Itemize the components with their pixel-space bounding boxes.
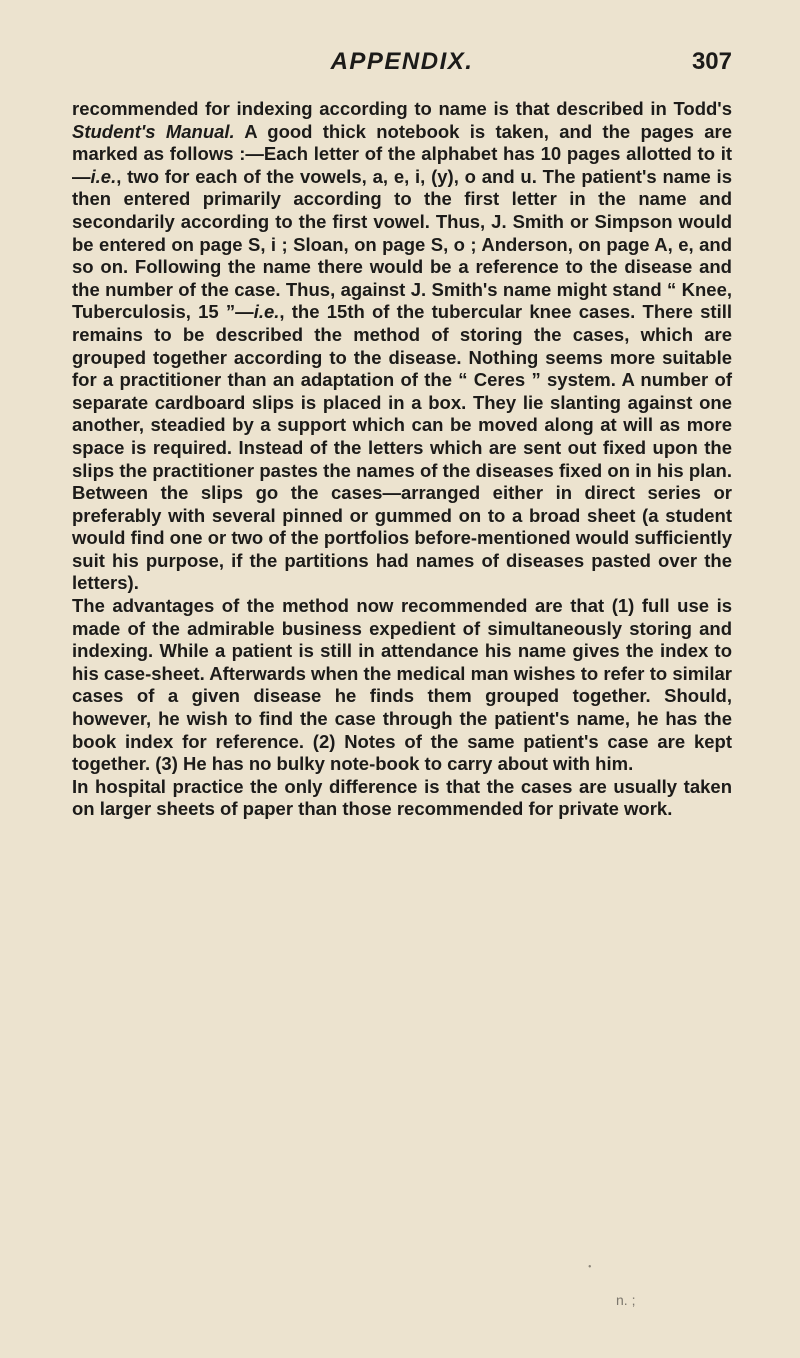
text-segment: In hospital practice the only difference is that the cases are usually taken on larger sheets of paper than those recommended for private work. [72,775,732,820]
book-title-italic: Student's Manual. [72,120,235,142]
text-segment: The advantages of the method now recommended are that (1) full use is made of the admirable business expedient of simultaneously storing and indexing. While a patient is still in attendance his name gives the index to his case-sheet. Afterwards when the medical man wishes to refer to similar cases of a given disease he finds them grouped together. Should, however, he wish to find the case through the patient's name, he has the book index for reference. (2) Notes of the same patient's case are kept together. (3) He has no bulky note-book to carry about with him. [72,595,732,775]
body-text [72,98,732,821]
paragraph-advantages [72,595,732,776]
text-segment: recommended for indexing according to name is that described in Todd's [72,98,732,119]
running-head [72,48,732,82]
page-number: 307 [691,48,732,75]
abbreviation-italic: i.e. [253,301,280,323]
text-segment: , two for each of the vowels, a, e, i, (y), o and u. The patient's name is then entered primarily according to the first letter in the name and secondarily according to the first vowel. Thus, J. Smith or Simpson would be entered on page S, i ; Sloan, on page S, o ; Anderson, on page A, e, and so on. Following the name there would be a reference to the disease and the number of the case. Thus, against J. Smith's name might stand “ Knee, Tuberculosis, 15 ”— [72,165,732,323]
stray-dot-mark: • [588,1262,592,1273]
paragraph-indexing [72,98,732,595]
text-segment: , the 15th of the tubercular knee cases. There still remains to be described the method of storing the cases, which are grouped together according to the disease. Nothing seems more suitable for a practitioner than an adaptation of the “ Ceres ” system. A number of separate cardboard slips is placed in a box. They lie slanting against one another, steadied by a support which can be moved along at will as more space is required. Instead of the letters which are sent out fixed upon the slips the practitioner pastes the names of the diseases fixed on in his plan. Between the slips go the cases—arranged either in direct series or preferably with several pinned or gummed on to a broad sheet (a student would find one or two of the portfolios before-mentioned would sufficiently suit his purpose, if the partitions had names of diseases pasted over the letters). [72,301,732,594]
paragraph-hospital-practice [72,776,732,821]
running-title: APPENDIX. [330,48,474,75]
text-segment: A good thick notebook is taken, and the pages are marked as follows :—Each letter of the alphabet has 10 pages allotted to it— [72,120,732,187]
stray-print-mark: n. ; [616,1292,636,1308]
abbreviation-italic: i.e. [90,165,117,187]
